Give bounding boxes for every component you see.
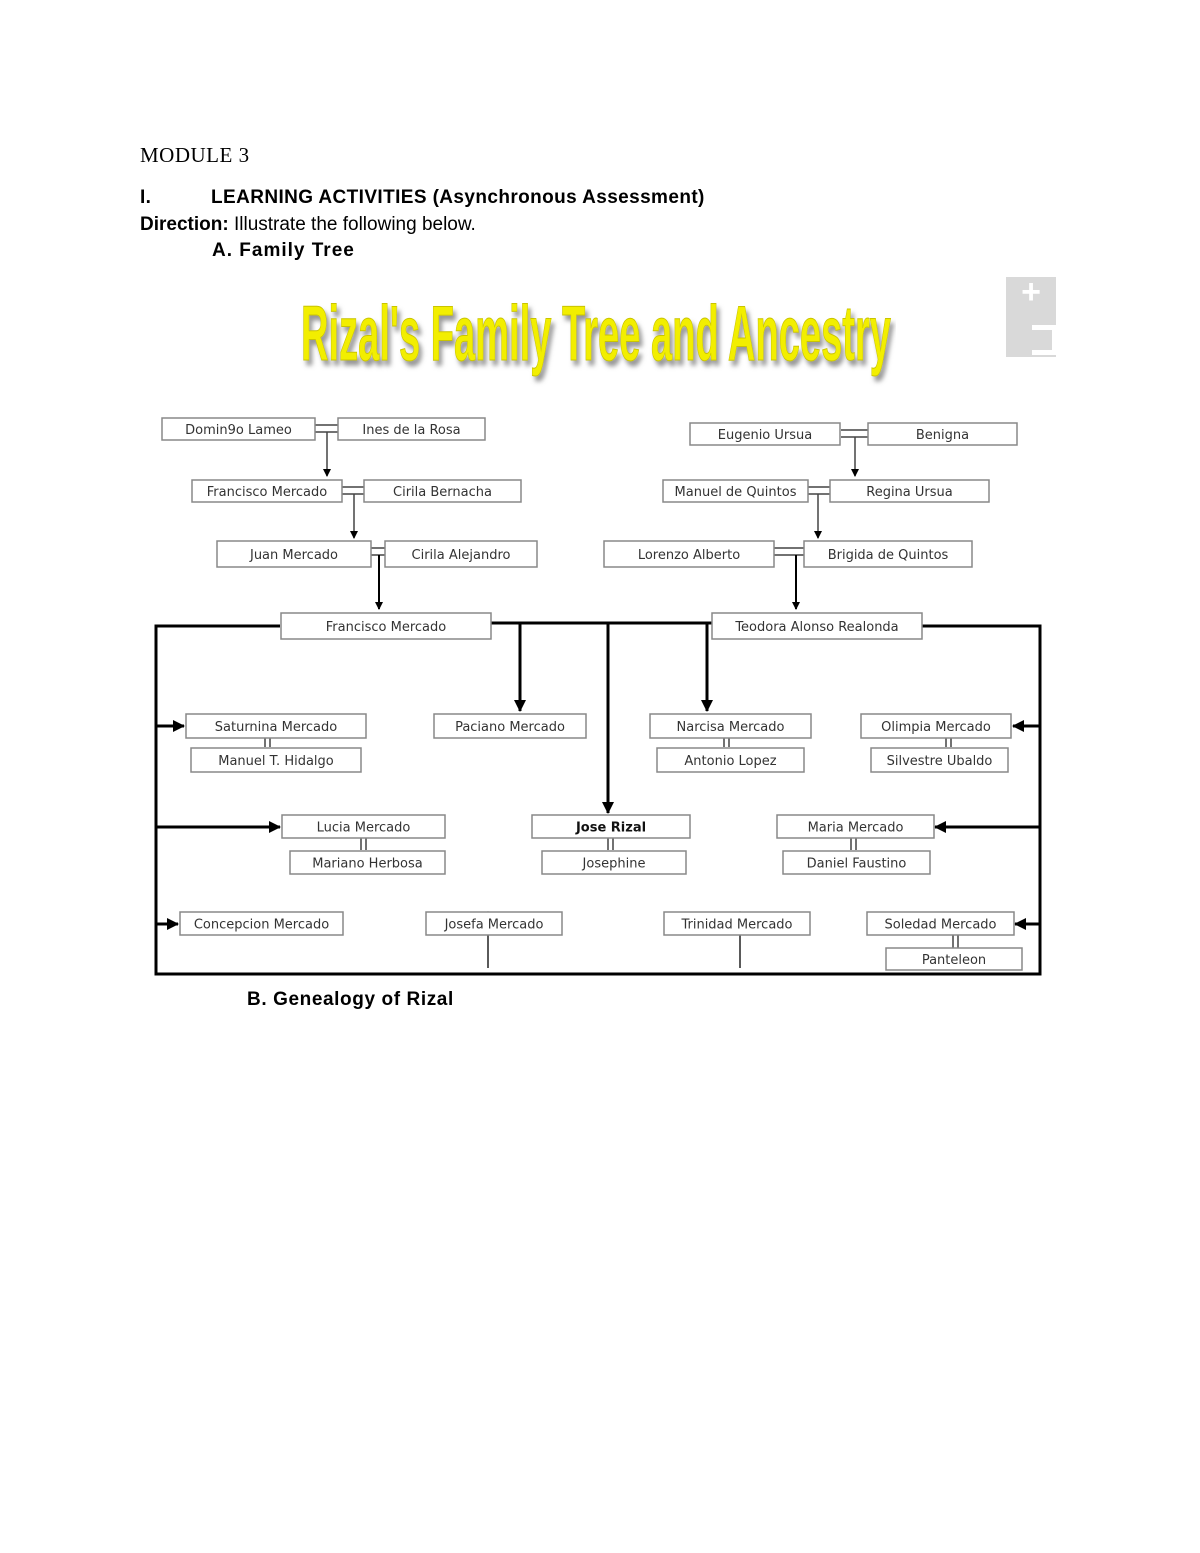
person-name: Manuel T. Hidalgo [218, 754, 334, 769]
person-node-trinidad [664, 912, 810, 935]
ancestor-connectors [315, 425, 868, 609]
person-node-lucia [282, 815, 445, 838]
spouse-connectors [265, 738, 958, 948]
person-node-saturnina [186, 714, 366, 738]
person-node-paciano [434, 714, 586, 738]
direction-text: Illustrate the following below. [228, 214, 476, 235]
person-name: Josephine [582, 856, 646, 872]
child-connectors [156, 623, 1040, 924]
person-node-domingo [162, 418, 315, 440]
person-name: Francisco Mercado [325, 620, 447, 635]
person-name: Antonio Lopez [684, 754, 777, 769]
person-node-benigna [868, 423, 1017, 445]
person-name: Panteleon [921, 953, 987, 968]
person-node-narcisa [650, 714, 811, 738]
person-node-regina [830, 480, 989, 502]
person-name: Daniel Faustino [806, 856, 907, 872]
direction-label: Direction: [140, 214, 229, 235]
person-name: Domin9o Lameo [185, 423, 292, 438]
tree-title: Rizal's Family Tree and Ancestry [301, 289, 891, 377]
person-name: Regina Ursua [866, 485, 953, 500]
module-heading: MODULE 3 [140, 143, 250, 167]
person-node-panteleon [886, 948, 1022, 970]
person-name: Soledad Mercado [884, 917, 997, 933]
person-node-manuel_q [663, 480, 808, 502]
person-node-concepcion [180, 912, 343, 935]
person-node-eugenio [690, 423, 840, 445]
person-node-soledad [867, 912, 1014, 935]
person-name: Olimpia Mercado [881, 720, 991, 735]
person-node-mariano [290, 851, 445, 874]
person-name: Benigna [915, 428, 970, 443]
part-a-heading: A. Family Tree [212, 240, 355, 261]
person-node-manuel_h [191, 748, 361, 772]
person-name: Saturnina Mercado [214, 720, 338, 735]
person-name: Silvestre Ubaldo [886, 754, 993, 769]
person-name: Paciano Mercado [455, 720, 565, 735]
person-node-brigida [804, 541, 972, 567]
person-name: Trinidad Mercado [681, 917, 793, 933]
person-node-juan [217, 541, 371, 567]
person-node-francisco [281, 613, 491, 639]
section-title: LEARNING ACTIVITIES (Asynchronous Assessment) [211, 187, 705, 208]
part-b-heading: B. Genealogy of Rizal [247, 989, 454, 1010]
person-node-cirila_a [385, 541, 537, 567]
person-name: Juan Mercado [249, 548, 339, 563]
person-name: Lorenzo Alberto [637, 548, 741, 563]
person-node-lorenzo [604, 541, 774, 567]
person-name: Cirila Alejandro [411, 548, 511, 563]
person-name: Josefa Mercado [444, 917, 544, 933]
section-number: I. [140, 187, 152, 208]
person-node-ines [338, 418, 485, 440]
person-node-daniel [783, 851, 930, 874]
person-name: Ines de la Rosa [362, 423, 461, 438]
person-node-francisco_sr [192, 480, 342, 502]
person-node-antonio [657, 748, 804, 772]
person-name: Francisco Mercado [206, 485, 328, 500]
person-name: Lucia Mercado [316, 820, 411, 836]
person-name: Brigida de Quintos [827, 548, 949, 563]
person-node-maria [777, 815, 934, 838]
person-node-teodora [712, 613, 922, 639]
person-node-jose [532, 815, 690, 838]
person-name: Manuel de Quintos [674, 485, 797, 500]
plus-icon[interactable]: + [1021, 273, 1041, 311]
person-node-silvestre [871, 748, 1008, 772]
person-name: Cirila Bernacha [393, 485, 492, 500]
person-name: Jose Rizal [575, 820, 647, 836]
person-node-olimpia [861, 714, 1011, 738]
person-name: Narcisa Mercado [676, 720, 785, 735]
person-name: Maria Mercado [807, 820, 904, 836]
person-node-josephine [542, 851, 686, 874]
person-name: Eugenio Ursua [717, 428, 813, 443]
person-nodes [162, 418, 1022, 970]
person-name: Mariano Herbosa [312, 856, 423, 872]
person-name: Concepcion Mercado [193, 917, 330, 933]
person-node-cirila_b [364, 480, 521, 502]
person-name: Teodora Alonso Realonda [735, 620, 899, 635]
person-node-josefa [426, 912, 562, 935]
